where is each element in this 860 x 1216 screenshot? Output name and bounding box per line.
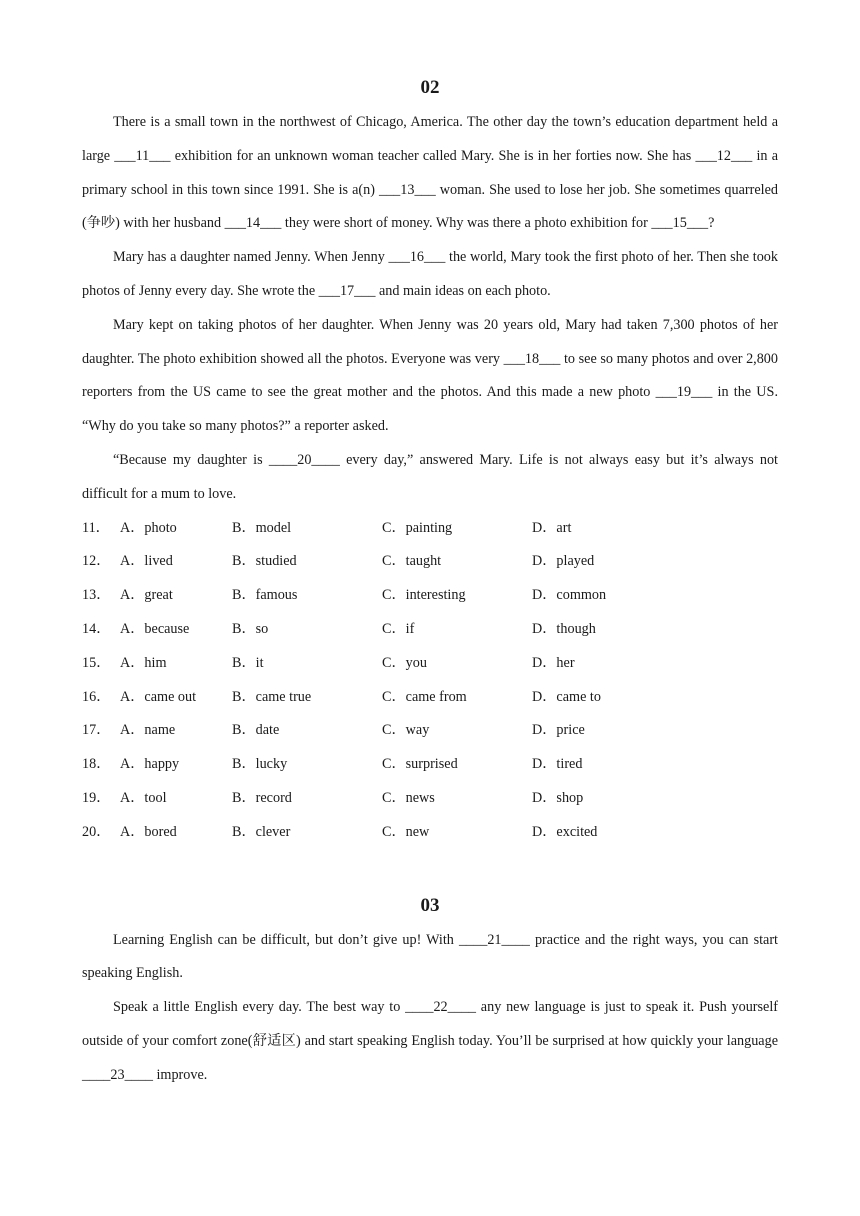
option-b: B．model: [232, 519, 292, 536]
question-row: [82, 512, 778, 546]
option-b: B．studied: [232, 553, 297, 570]
passage-paragraph: “Because my daughter is ____20____ every day,” answered Mary. Life is not always easy but it’s always not difficult for a mum to love.: [82, 451, 778, 502]
passage-paragraph: There is a small town in the northwest of Chicago, America. The other day the town’s education department held a large ___11___ exhibition for an unknown woman teacher called Mary. She is in her forties now. She has ___12___ in a primary school in this town since 1991. She is a(n) ___13___ woman. She used to lose her job. She sometimes quarreled (争吵) with her husband ___14___ they were short of money. Why was there a photo exhibition for ___15___?: [82, 114, 778, 232]
option-b: B．came true: [232, 688, 312, 705]
question-number: 17．: [82, 722, 111, 739]
option-a: A．because: [120, 620, 190, 637]
option-a: A．bored: [120, 823, 177, 840]
option-b: B．famous: [232, 587, 298, 604]
option-b: B．date: [232, 722, 280, 739]
answer-options: [82, 512, 778, 850]
option-d: D．tired: [532, 756, 583, 773]
option-b: B．lucky: [232, 756, 288, 773]
option-d: D．shop: [532, 789, 584, 806]
option-a: A．came out: [120, 688, 197, 705]
option-d: D．art: [532, 519, 572, 536]
option-a: A．him: [120, 654, 167, 671]
passage-paragraph: Mary has a daughter named Jenny. When Jenny ___16___ the world, Mary took the first photo of her. Then she took photos of Jenny every day. She wrote the ___17___ and main ideas on each photo.: [82, 249, 778, 299]
question-row: [82, 681, 778, 715]
question-row: [82, 579, 778, 613]
option-c: C．way: [382, 722, 430, 739]
option-c: C．surprised: [382, 756, 458, 773]
option-d: D．her: [532, 654, 575, 671]
option-d: D．played: [532, 553, 595, 570]
question-number: 19．: [82, 789, 111, 806]
question-number: 20．: [82, 823, 111, 840]
question-number: 18．: [82, 756, 111, 773]
question-number: 15．: [82, 654, 111, 671]
question-row: [82, 748, 778, 782]
option-b: B．it: [232, 654, 264, 671]
option-d: D．excited: [532, 823, 598, 840]
option-a: A．photo: [120, 519, 177, 536]
option-b: B．clever: [232, 823, 291, 840]
option-c: C．interesting: [382, 587, 466, 604]
question-row: [82, 816, 778, 850]
document-page: [82, 70, 778, 1093]
question-number: 12．: [82, 553, 111, 570]
question-row: [82, 714, 778, 748]
option-b: B．record: [232, 789, 292, 806]
option-a: A．lived: [120, 553, 173, 570]
question-row: [82, 545, 778, 579]
question-row: [82, 613, 778, 647]
option-a: A．tool: [120, 789, 167, 806]
question-row: [82, 647, 778, 681]
option-d: D．came to: [532, 688, 601, 705]
option-c: C．new: [382, 823, 430, 840]
option-d: D．though: [532, 620, 596, 637]
option-c: C．taught: [382, 553, 442, 570]
question-number: 14．: [82, 620, 111, 637]
option-a: A．name: [120, 722, 176, 739]
option-d: D．common: [532, 587, 607, 604]
option-c: C．you: [382, 654, 427, 671]
section-title-03: 03: [420, 894, 440, 916]
option-b: B．so: [232, 620, 269, 637]
passage-paragraph: Mary kept on taking photos of her daughter. When Jenny was 20 years old, Mary had taken 7,300 photos of her daughter. The photo exhibition showed all the photos. Everyone was very ___18___ to see so many photos and over 2,800 reporters from the US came to see the great mother and the photos. And this made a new photo ___19___ in the US. “Why do you take so many photos?” a reporter asked.: [82, 316, 778, 435]
question-number: 16．: [82, 688, 111, 705]
option-c: C．came from: [382, 688, 467, 705]
section-title-02: 02: [420, 77, 440, 98]
option-c: C．if: [382, 620, 415, 637]
question-number: 11．: [82, 519, 110, 536]
option-a: A．happy: [120, 756, 180, 773]
option-d: D．price: [532, 722, 585, 739]
question-row: [82, 782, 778, 816]
question-number: 13．: [82, 587, 111, 604]
option-c: C．news: [382, 789, 435, 806]
passage-paragraph: Learning English can be difficult, but don’t give up! With ____21____ practice and the right ways, you can start speaking English.: [82, 931, 778, 982]
passage-paragraph: Speak a little English every day. The best way to ____22____ any new language is just to speak it. Push yourself outside of your comfort zone(舒适区) and start speaking English today. You’ll be surprised at how quickly your language ____23____ improve.: [82, 999, 778, 1083]
section-spacer: [82, 850, 778, 888]
option-c: C．painting: [382, 519, 453, 536]
option-a: A．great: [120, 587, 173, 604]
